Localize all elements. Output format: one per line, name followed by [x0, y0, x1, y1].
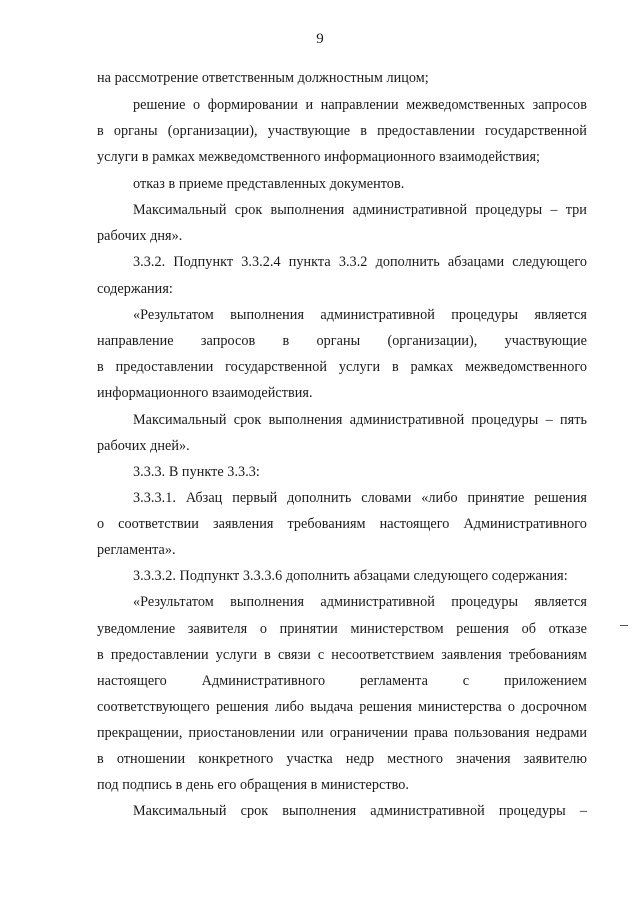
text-line: 3.3.3.1. Абзац первый дополнить словами «либо принятие решения — [133, 490, 587, 506]
text-line: о соответствии заявления требованиям настоящего Административного — [97, 516, 587, 532]
text-line: уведомление заявителя о принятии министерством решения об отказе — [97, 621, 587, 637]
text-line: прекращении, приостановлении или ограничении права пользования недрами — [97, 725, 587, 741]
text-line: услуги в рамках межведомственного информационного взаимодействия; — [97, 149, 541, 165]
text-line: регламента». — [97, 542, 176, 558]
text-line: в предоставлении государственной услуги в рамках межведомственного — [97, 359, 587, 375]
text-line: 3.3.3.2. Подпункт 3.3.3.6 дополнить абзацами следующего содержания: — [133, 568, 568, 584]
text-line: в предоставлении услуги в связи с несоответствием заявления требованиям — [97, 647, 587, 663]
text-line: рабочих дней». — [97, 438, 190, 454]
text-line: информационного взаимодействия. — [97, 385, 313, 401]
text-line: содержания: — [97, 281, 173, 297]
text-line: решение о формировании и направлении межведомственных запросов — [133, 97, 587, 113]
text-line: настоящего Административного регламента с приложением — [97, 673, 587, 689]
text-line: «Результатом выполнения административной процедуры является — [133, 594, 587, 610]
scan-mark — [620, 625, 628, 626]
text-line: 3.3.3. В пункте 3.3.3: — [133, 464, 260, 480]
text-line: в органы (организации), участвующие в предоставлении государственной — [97, 123, 587, 139]
text-line: Максимальный срок выполнения административной процедуры – — [133, 803, 587, 819]
text-line: 3.3.2. Подпункт 3.3.2.4 пункта 3.3.2 дополнить абзацами следующего — [133, 254, 587, 270]
page-number: 9 — [316, 31, 324, 47]
text-line: отказ в приеме представленных документов. — [133, 176, 405, 192]
text-line: рабочих дня». — [97, 228, 183, 244]
text-line: в отношении конкретного участка недр местного значения заявителю — [97, 751, 587, 767]
text-line: Максимальный срок выполнения административной процедуры – три — [133, 202, 587, 218]
text-line: на рассмотрение ответственным должностным лицом; — [97, 70, 429, 86]
text-line: направление запросов в органы (организации), участвующие — [97, 333, 587, 349]
text-line: «Результатом выполнения административной процедуры является — [133, 307, 587, 323]
text-line: соответствующего решения либо выдача решения министерства о досрочном — [97, 699, 587, 715]
text-line: под подпись в день его обращения в министерство. — [97, 777, 410, 793]
text-line: Максимальный срок выполнения административной процедуры – пять — [133, 412, 587, 428]
